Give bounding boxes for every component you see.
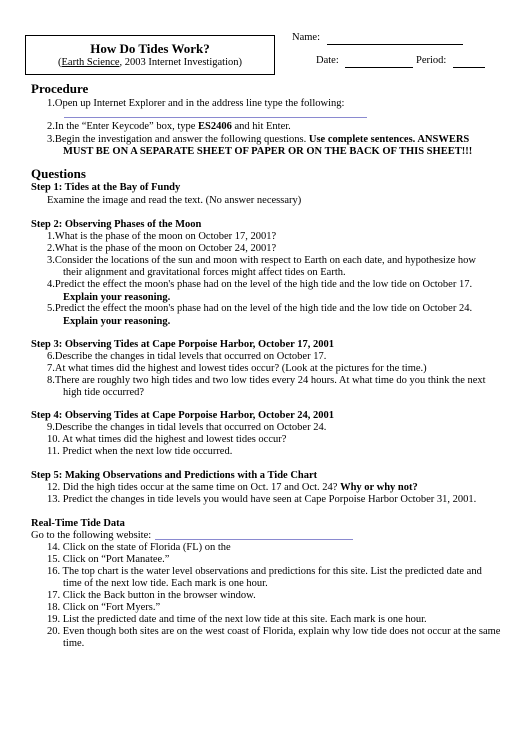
question-8-cont: high tide occurred? [63,387,145,398]
question-2: 2.What is the phase of the moon on October 24, 2001? [47,243,277,254]
question-7: 7.At what times did the highest and lowest tides occur? (Look at the pictures for the time.) [47,363,427,374]
keycode: ES2406 [198,121,232,132]
procedure-item-2 [47,120,291,134]
realtime-title: Real-Time Tide Data [31,518,125,529]
period-field[interactable] [453,67,485,68]
procedure-item-3-bold: Use complete sentences. ANSWERS [308,134,470,145]
question-9: 9.Describe the changes in tidal levels that occurred on October 24. [47,422,327,433]
question-5-cont: Explain your reasoning. [63,316,171,327]
question-15: 15. Click on “Port Manatee.” [47,554,170,565]
question-11: 11. Predict when the next low tide occurred. [47,446,233,457]
procedure-item-2-post: and hit Enter. [231,121,291,132]
question-3: 3.Consider the locations of the sun and moon with respect to Earth on each date, and hypothesize how [47,255,476,266]
question-12-text: 12. Did the high tides occur at the same time on Oct. 17 and Oct. 24? [47,482,341,493]
period-row [416,54,485,68]
question-16: 16. The top chart is the water level observations and predictions for this site. List the predicted date and [47,566,482,577]
question-16-cont: time of the next low tide. Each mark is one hour. [63,578,268,589]
procedure-heading: Procedure [31,81,89,96]
date-row [316,54,413,68]
date-label: Date: [316,55,339,66]
question-4-cont: Explain your reasoning. [63,292,171,303]
date-field[interactable] [345,67,413,68]
name-row [292,31,463,45]
procedure-item-3-pre: 3.Begin the investigation and answer the following questions. [47,134,309,145]
subtitle-course: Earth Science [61,57,120,68]
page-subtitle [26,56,274,69]
step1-text: Examine the image and read the text. (No answer necessary) [47,195,302,206]
subtitle-open: ( [58,57,62,68]
question-18: 18. Click on “Fort Myers.” [47,602,161,613]
question-20-cont: time. [63,638,85,649]
procedure-item-1: 1.Open up Internet Explorer and in the address line type the following: [47,98,345,109]
step2-title: Step 2: Observing Phases of the Moon [31,219,202,230]
step1-title: Step 1: Tides at the Bay of Fundy [31,182,181,193]
procedure-item-3-cont: MUST BE ON A SEPARATE SHEET OF PAPER OR ON THE BACK OF THIS SHEET!!! [63,146,473,157]
question-6: 6.Describe the changes in tidal levels that occurred on October 17. [47,351,327,362]
question-17: 17. Click the Back button in the browser window. [47,590,256,601]
name-field[interactable] [327,44,463,45]
step5-title: Step 5: Making Observations and Predictions with a Tide Chart [31,470,318,481]
step4-title: Step 4: Observing Tides at Cape Porpoise Harbor, October 24, 2001 [31,410,334,421]
question-4: 4.Predict the effect the moon's phase had on the level of the high tide and the low tide on October 17. [47,279,473,290]
period-label: Period: [416,55,447,66]
step3-title: Step 3: Observing Tides at Cape Porpoise Harbor, October 17, 2001 [31,339,334,350]
question-19: 19. List the predicted date and time of the next low tide at this site. Each mark is one hour. [47,614,427,625]
name-label: Name: [292,32,320,43]
question-1: 1.What is the phase of the moon on October 17, 2001? [47,231,277,242]
question-5: 5.Predict the effect the moon's phase had on the level of the high tide and the low tide on October 24. [47,303,473,314]
goto-website: Go to the following website: [31,530,152,541]
website-blank[interactable] [155,539,353,540]
question-10: 10. At what times did the highest and lowest tides occur? [47,434,287,445]
address-blank[interactable] [64,117,367,118]
page-title: How Do Tides Work? [90,41,210,56]
question-12-bold: Why or why not? [340,482,418,493]
subtitle-rest: , 2003 Internet Investigation) [119,57,242,68]
title-box [25,35,275,75]
question-14: 14. Click on the state of Florida (FL) on the [47,542,231,553]
question-20: 20. Even though both sites are on the west coast of Florida, explain why low tide does not occur at the same [47,626,501,637]
procedure-item-2-pre: 2.In the “Enter Keycode” box, type [47,121,199,132]
question-13: 13. Predict the changes in tide levels you would have seen at Cape Porpoise Harbor October 31, 2001. [47,494,477,505]
question-3-cont: their alignment and gravitational forces might affect tides on Earth. [63,267,346,278]
question-8: 8.There are roughly two high tides and two low tides every 24 hours. At what time do you think the next [47,375,486,386]
questions-heading: Questions [31,166,86,181]
